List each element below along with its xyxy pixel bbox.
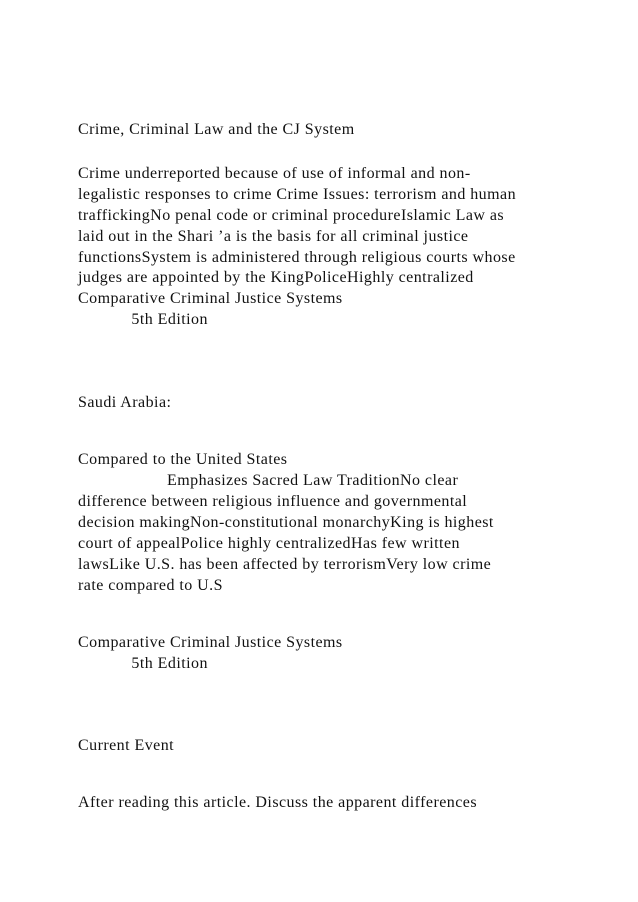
body-line: lawsLike U.S. has been affected by terrorismVery low crime — [78, 556, 492, 573]
body-line: difference between religious influence and governmental — [78, 493, 468, 510]
body-line: decision makingNon-constitutional monarchyKing is highest — [78, 514, 494, 531]
body-line: court of appealPolice highly centralizedHas few written — [78, 535, 460, 552]
section-heading-saudi-arabia: Saudi Arabia: — [78, 394, 172, 411]
section-heading-current-event: Current Event — [78, 737, 175, 754]
book-edition: 5th Edition — [78, 311, 208, 328]
section-heading-comparison: Compared to the United States — [78, 451, 288, 468]
body-line: judges are appointed by the KingPoliceHighly centralized — [78, 269, 474, 286]
body-line: After reading this article. Discuss the apparent differences — [78, 794, 477, 811]
section-heading-crime: Crime, Criminal Law and the CJ System — [78, 121, 355, 138]
body-line: laid out in the Shari ’a is the basis for all criminal justice — [78, 228, 469, 245]
book-title: Comparative Criminal Justice Systems — [78, 290, 343, 307]
body-line: functionsSystem is administered through religious courts whose — [78, 249, 516, 266]
body-line: legalistic responses to crime Crime Issues: terrorism and human — [78, 186, 517, 203]
body-line: Crime underreported because of use of informal and non- — [78, 165, 471, 182]
body-line: Emphasizes Sacred Law TraditionNo clear — [78, 472, 459, 489]
book-title: Comparative Criminal Justice Systems — [78, 634, 343, 651]
body-line: rate compared to U.S — [78, 577, 223, 594]
body-line: traffickingNo penal code or criminal procedureIslamic Law as — [78, 207, 505, 224]
book-edition: 5th Edition — [78, 655, 208, 672]
